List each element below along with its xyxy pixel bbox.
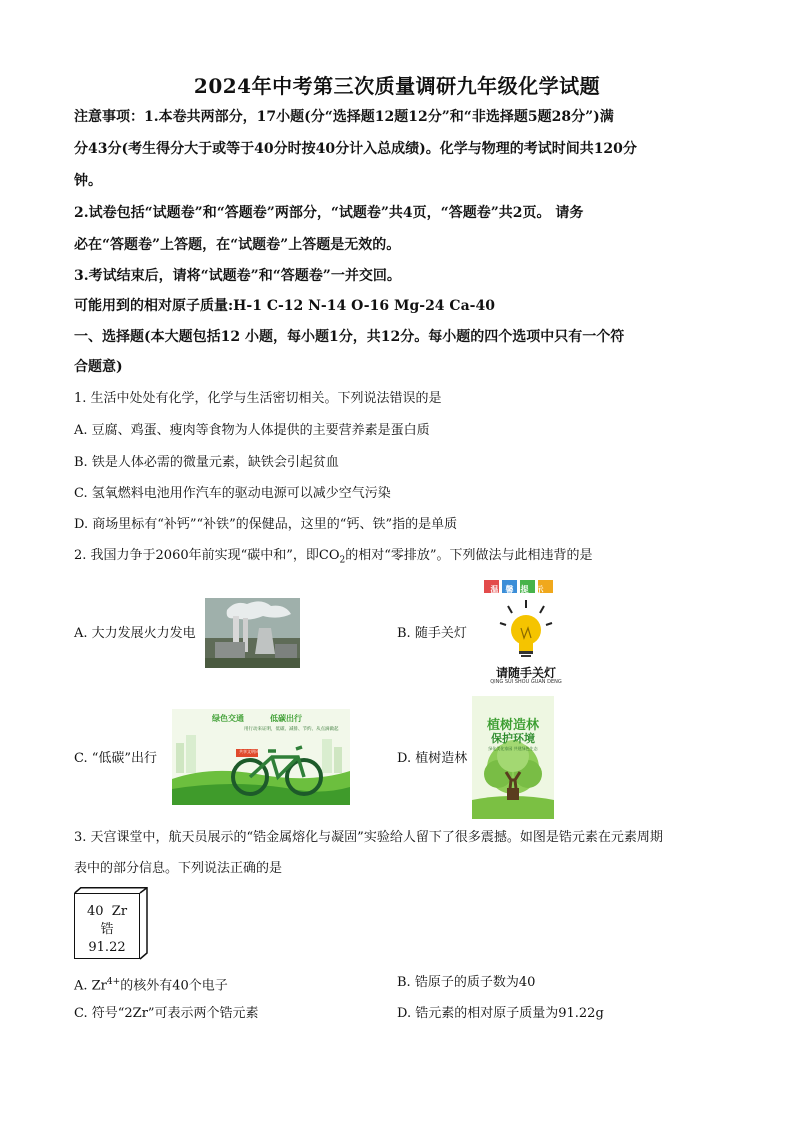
- poster-caption: 绿化美化家园 共建绿色生态: [488, 746, 538, 751]
- q3-a-sup: 4+: [106, 977, 121, 987]
- q3-option-b: B. 锆原子的质子数为40: [397, 975, 536, 990]
- notes-line-3: 钟。: [74, 173, 102, 189]
- q2-option-b: B. 随手关灯: [397, 626, 467, 641]
- element-number-symbol: [74, 904, 140, 920]
- q3-option-d: D. 锆元素的相对原子质量为91.22g: [397, 1006, 604, 1021]
- q1-option-d: D. 商场里标有“补钙”“补铁”的保健品，这里的“钙、铁”指的是单质: [74, 517, 458, 532]
- notes-line-2: 分43分(考生得分大于或等于40分时按40分计入总成绩)。化学与物理的考试时间共120分: [74, 141, 637, 157]
- bike-head-1: 绿色交通: [212, 714, 244, 723]
- q3-a-post: 的核外有40个电子: [120, 978, 228, 994]
- q1-option-b: B. 铁是人体必需的微量元素，缺铁会引起贫血: [74, 455, 339, 470]
- q2-stem: [74, 547, 724, 570]
- q2-stem-post: 的相对“零排放”。下列做法与此相违背的是: [345, 548, 593, 563]
- q2-stem-pre: 2. 我国力争于2060年前实现“碳中和”，即CO: [74, 548, 340, 563]
- q1-stem: 1. 生活中处处有化学，化学与生活密切相关。下列说法错误的是: [74, 391, 442, 406]
- low-carbon-bicycle-image: [172, 709, 350, 805]
- bulb-top-label-text: 温馨提示: [490, 585, 551, 594]
- bike-subtext: 用行动来证明，低碳、减排、节约、从点滴做起: [244, 727, 339, 732]
- element-card: [74, 887, 148, 959]
- q3-stem-line-1: 3. 天宫课堂中，航天员展示的“锆金属熔化与凝固”实验给人留下了很多震撼。如图是锆元素在元素周期: [74, 830, 663, 845]
- notes-line-6: 3.考试结束后，请将“试题卷”和“答题卷”一并交回。: [74, 268, 401, 284]
- poster-title-2: 保护环境: [491, 732, 535, 745]
- element-symbol: Zr: [111, 904, 128, 919]
- atomic-number: 40: [86, 904, 104, 919]
- poster-title-1: 植树造林: [486, 718, 539, 733]
- q3-option-c: C. 符号“2Zr”可表示两个锆元素: [74, 1006, 259, 1021]
- q1-option-c: C. 氢氧燃料电池用作汽车的驱动电源可以减少空气污染: [74, 486, 391, 501]
- section-heading-line-1: 一、选择题(本大题包括12 小题，每小题1分，共12分。每小题的四个选项中只有一个符: [74, 329, 625, 345]
- power-plant-image: [205, 598, 300, 668]
- bike-tag: 共享文明风: [239, 749, 259, 754]
- page-title: 2024年中考第三次质量调研九年级化学试题: [193, 74, 601, 98]
- q2-stem-sub: 2: [339, 555, 346, 566]
- bulb-top-label: [478, 584, 559, 595]
- q2-option-a: A. 大力发展火力发电: [74, 626, 196, 641]
- element-name: 锆: [100, 922, 114, 937]
- atomic-mass-line: 可能用到的相对原子质量:H-1 C-12 N-14 O-16 Mg-24 Ca-40: [74, 298, 495, 314]
- q3-a-pre: A. Zr: [74, 978, 107, 994]
- bike-head-2: 低碳出行: [270, 714, 302, 723]
- light-bulb-image: [478, 578, 574, 688]
- q3-option-a: [74, 974, 228, 994]
- q1-option-a: A. 豆腐、鸡蛋、瘦肉等食物为人体提供的主要营养素是蛋白质: [74, 423, 430, 438]
- q2-option-d: D. 植树造林: [397, 751, 468, 766]
- notes-line-1: 注意事项：1.本卷共两部分，17小题(分“选择题12题12分”和“非选择题5题28分”)满: [74, 109, 614, 125]
- q2-option-c: C. “低碳”出行: [74, 751, 158, 766]
- notes-line-4: 2.试卷包括“试题卷”和“答题卷”两部分，“试题卷”共4页，“答题卷”共2页。 请务: [74, 205, 584, 221]
- bulb-caption: 请随手关灯: [495, 666, 556, 680]
- section-heading-line-2: 合题意): [74, 359, 123, 375]
- notes-line-5: 必在“答题卷”上答题，在“试题卷”上答题是无效的。: [74, 237, 401, 253]
- q3-stem-line-2: 表中的部分信息。下列说法正确的是: [74, 861, 283, 876]
- tree-planting-poster-image: [472, 696, 554, 819]
- bulb-pinyin: QING SUI SHOU GUAN DENG: [490, 679, 562, 685]
- atomic-mass: 91.22: [88, 940, 126, 955]
